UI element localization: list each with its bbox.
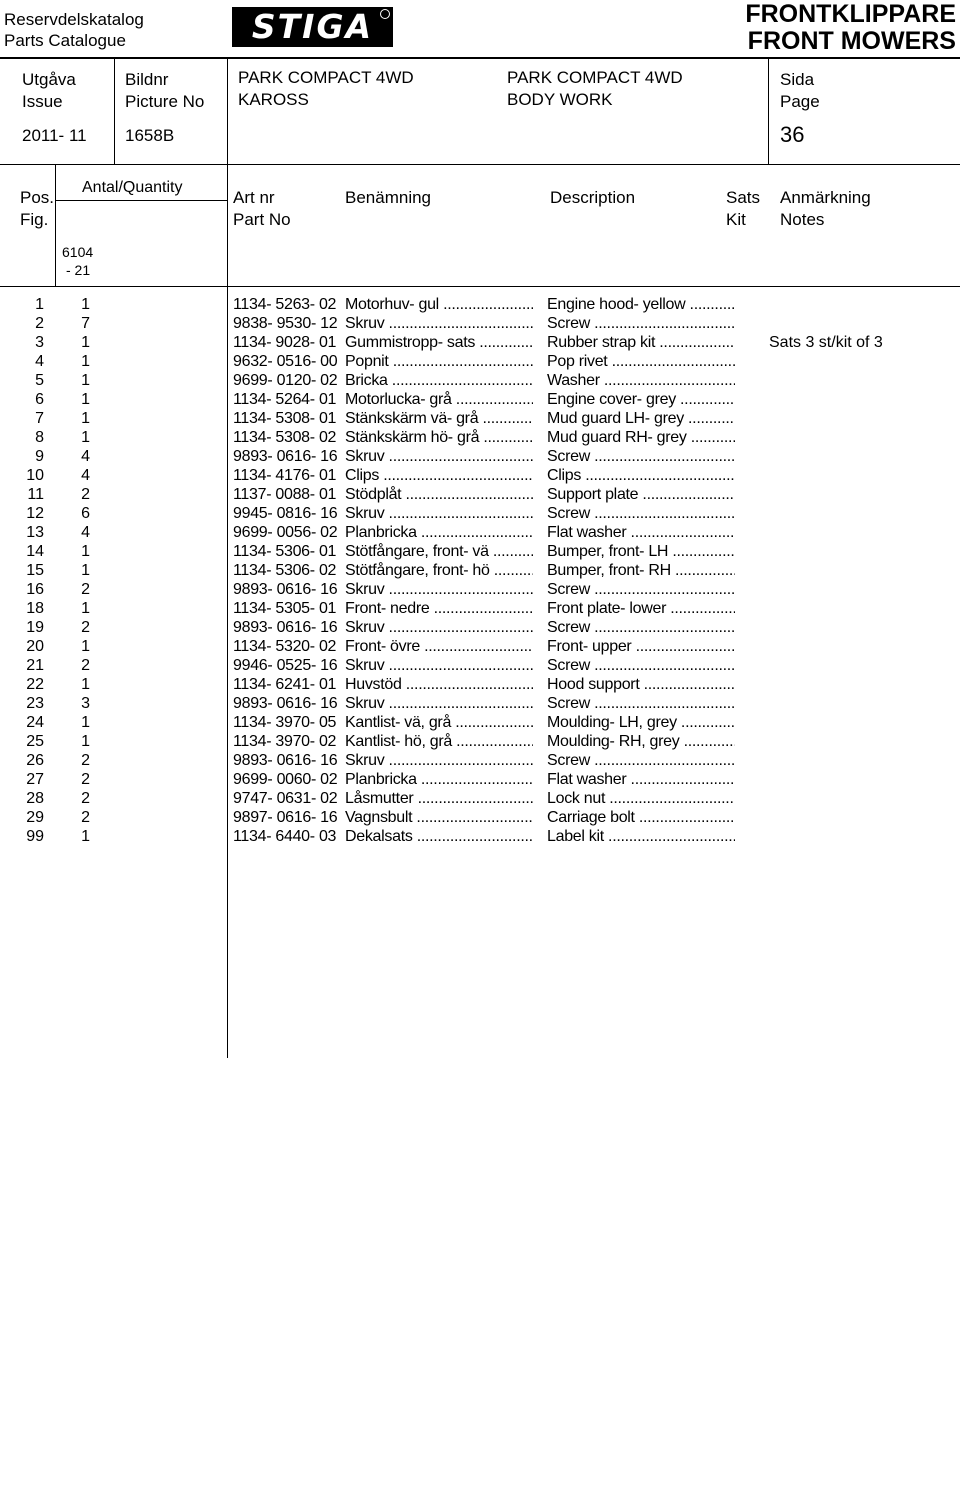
product-title-en: FRONT MOWERS bbox=[747, 27, 956, 55]
picture-label-sv: Bildnr bbox=[125, 70, 169, 89]
col-part-sv: Art nr bbox=[233, 188, 275, 207]
table-row: 99 1 1134- 6440- 03 Dekalsats ..... Label kit ..... bbox=[0, 827, 960, 846]
col-kit-en: Kit bbox=[726, 210, 746, 229]
qty-rule bbox=[56, 200, 227, 201]
divider bbox=[114, 58, 115, 164]
divider bbox=[768, 58, 769, 164]
table-row: 24 1 1134- 3970- 05 Kantlist- vä, grå ..... Moulding- LH, grey ..... bbox=[0, 713, 960, 732]
col-notes-sv: Anmärkning bbox=[780, 188, 871, 207]
page-label-en: Page bbox=[780, 92, 820, 111]
product-title-sv: FRONTKLIPPARE bbox=[745, 0, 956, 28]
table-row: 1 1 1134- 5263- 02 Motorhuv- gul ..... Engine hood- yellow ..... bbox=[0, 295, 960, 314]
divider bbox=[55, 165, 56, 286]
picture-value: 1658B bbox=[125, 126, 175, 145]
table-row: 26 2 9893- 0616- 16 Skruv ..... Screw ..... bbox=[0, 751, 960, 770]
table-row: 8 1 1134- 5308- 02 Stänkskärm hö- grå ..... Mud guard RH- grey ..... bbox=[0, 428, 960, 447]
table-row: 11 2 1137- 0088- 01 Stödplåt ..... Support plate ..... bbox=[0, 485, 960, 504]
section-en: BODY WORK bbox=[507, 90, 613, 109]
col-pos-en: Fig. bbox=[20, 210, 49, 229]
model-en: PARK COMPACT 4WD bbox=[507, 68, 683, 87]
qty-model-line1: 6104 bbox=[62, 244, 94, 260]
table-row: 2 7 9838- 9530- 12 Skruv ..... Screw ..... bbox=[0, 314, 960, 333]
col-pos-sv: Pos. bbox=[20, 188, 55, 207]
qty-model-line2: - 21 bbox=[66, 262, 91, 278]
table-row: 20 1 1134- 5320- 02 Front- övre ..... Front- upper ..... bbox=[0, 637, 960, 656]
table-row: 22 1 1134- 6241- 01 Huvstöd ..... Hood support ..... bbox=[0, 675, 960, 694]
table-row: 18 1 1134- 5305- 01 Front- nedre ..... Front plate- lower ..... bbox=[0, 599, 960, 618]
table-row: 28 2 9747- 0631- 02 Låsmutter ..... Lock nut ..... bbox=[0, 789, 960, 808]
stiga-logo: STIGA bbox=[232, 7, 393, 47]
col-kit-sv: Sats bbox=[726, 188, 761, 207]
table-row: 6 1 1134- 5264- 01 Motorlucka- grå ..... Engine cover- grey ..... bbox=[0, 390, 960, 409]
catalog-title-en: Parts Catalogue bbox=[4, 31, 126, 50]
col-description: Description bbox=[550, 188, 636, 207]
table-row: 21 2 9946- 0525- 16 Skruv ..... Screw ..... bbox=[0, 656, 960, 675]
issue-label-sv: Utgåva bbox=[22, 70, 76, 89]
col-notes-en: Notes bbox=[780, 210, 825, 229]
page-number: 36 bbox=[780, 122, 805, 147]
table-row: 5 1 9699- 0120- 02 Bricka ..... Washer ..... bbox=[0, 371, 960, 390]
table-row: 23 3 9893- 0616- 16 Skruv ..... Screw ..... bbox=[0, 694, 960, 713]
col-name-sv: Benämning bbox=[345, 188, 432, 207]
table-row: 19 2 9893- 0616- 16 Skruv ..... Screw ..... bbox=[0, 618, 960, 637]
picture-label-en: Picture No bbox=[125, 92, 205, 111]
table-row: 16 2 9893- 0616- 16 Skruv ..... Screw ..... bbox=[0, 580, 960, 599]
issue-label-en: Issue bbox=[22, 92, 63, 111]
model-sv: PARK COMPACT 4WD bbox=[238, 68, 414, 87]
table-row: 29 2 9897- 0616- 16 Vagnsbult ..... Carriage bolt ..... bbox=[0, 808, 960, 827]
page-label-sv: Sida bbox=[780, 70, 815, 89]
table-row: 7 1 1134- 5308- 01 Stänkskärm vä- grå ..... Mud guard LH- grey ..... bbox=[0, 409, 960, 428]
table-row: 13 4 9699- 0056- 02 Planbricka ..... Flat washer ..... bbox=[0, 523, 960, 542]
registered-icon bbox=[380, 9, 390, 19]
table-row: 4 1 9632- 0516- 00 Popnit ..... Pop rivet ..... bbox=[0, 352, 960, 371]
table-row: 9 4 9893- 0616- 16 Skruv ..... Screw ..... bbox=[0, 447, 960, 466]
issue-value: 2011- 11 bbox=[22, 126, 87, 145]
header-bottom-rule bbox=[0, 164, 960, 165]
table-row: 27 2 9699- 0060- 02 Planbricka ..... Flat washer ..... bbox=[0, 770, 960, 789]
table-row: 25 1 1134- 3970- 02 Kantlist- hö, grå ..... Moulding- RH, grey ..... bbox=[0, 732, 960, 751]
header-top-rule bbox=[0, 57, 960, 59]
col-quantity: Antal/Quantity bbox=[82, 179, 183, 196]
col-part-en: Part No bbox=[233, 210, 291, 229]
table-row: 14 1 1134- 5306- 01 Stötfångare, front- vä ..... Bumper, front- LH ..... bbox=[0, 542, 960, 561]
table-row: 3 1 1134- 9028- 01 Gummistropp- sats ..... Rubber strap kit ..... Sats 3 st/kit of 3 bbox=[0, 333, 960, 352]
table-row: 12 6 9945- 0816- 16 Skruv ..... Screw ..... bbox=[0, 504, 960, 523]
table-row: 10 4 1134- 4176- 01 Clips ..... Clips ..... bbox=[0, 466, 960, 485]
catalog-title-sv: Reservdelskatalog bbox=[4, 10, 144, 29]
section-sv: KAROSS bbox=[238, 90, 309, 109]
table-row: 15 1 1134- 5306- 02 Stötfångare, front- hö ..... Bumper, front- RH ..... bbox=[0, 561, 960, 580]
table-header-rule bbox=[0, 286, 960, 287]
